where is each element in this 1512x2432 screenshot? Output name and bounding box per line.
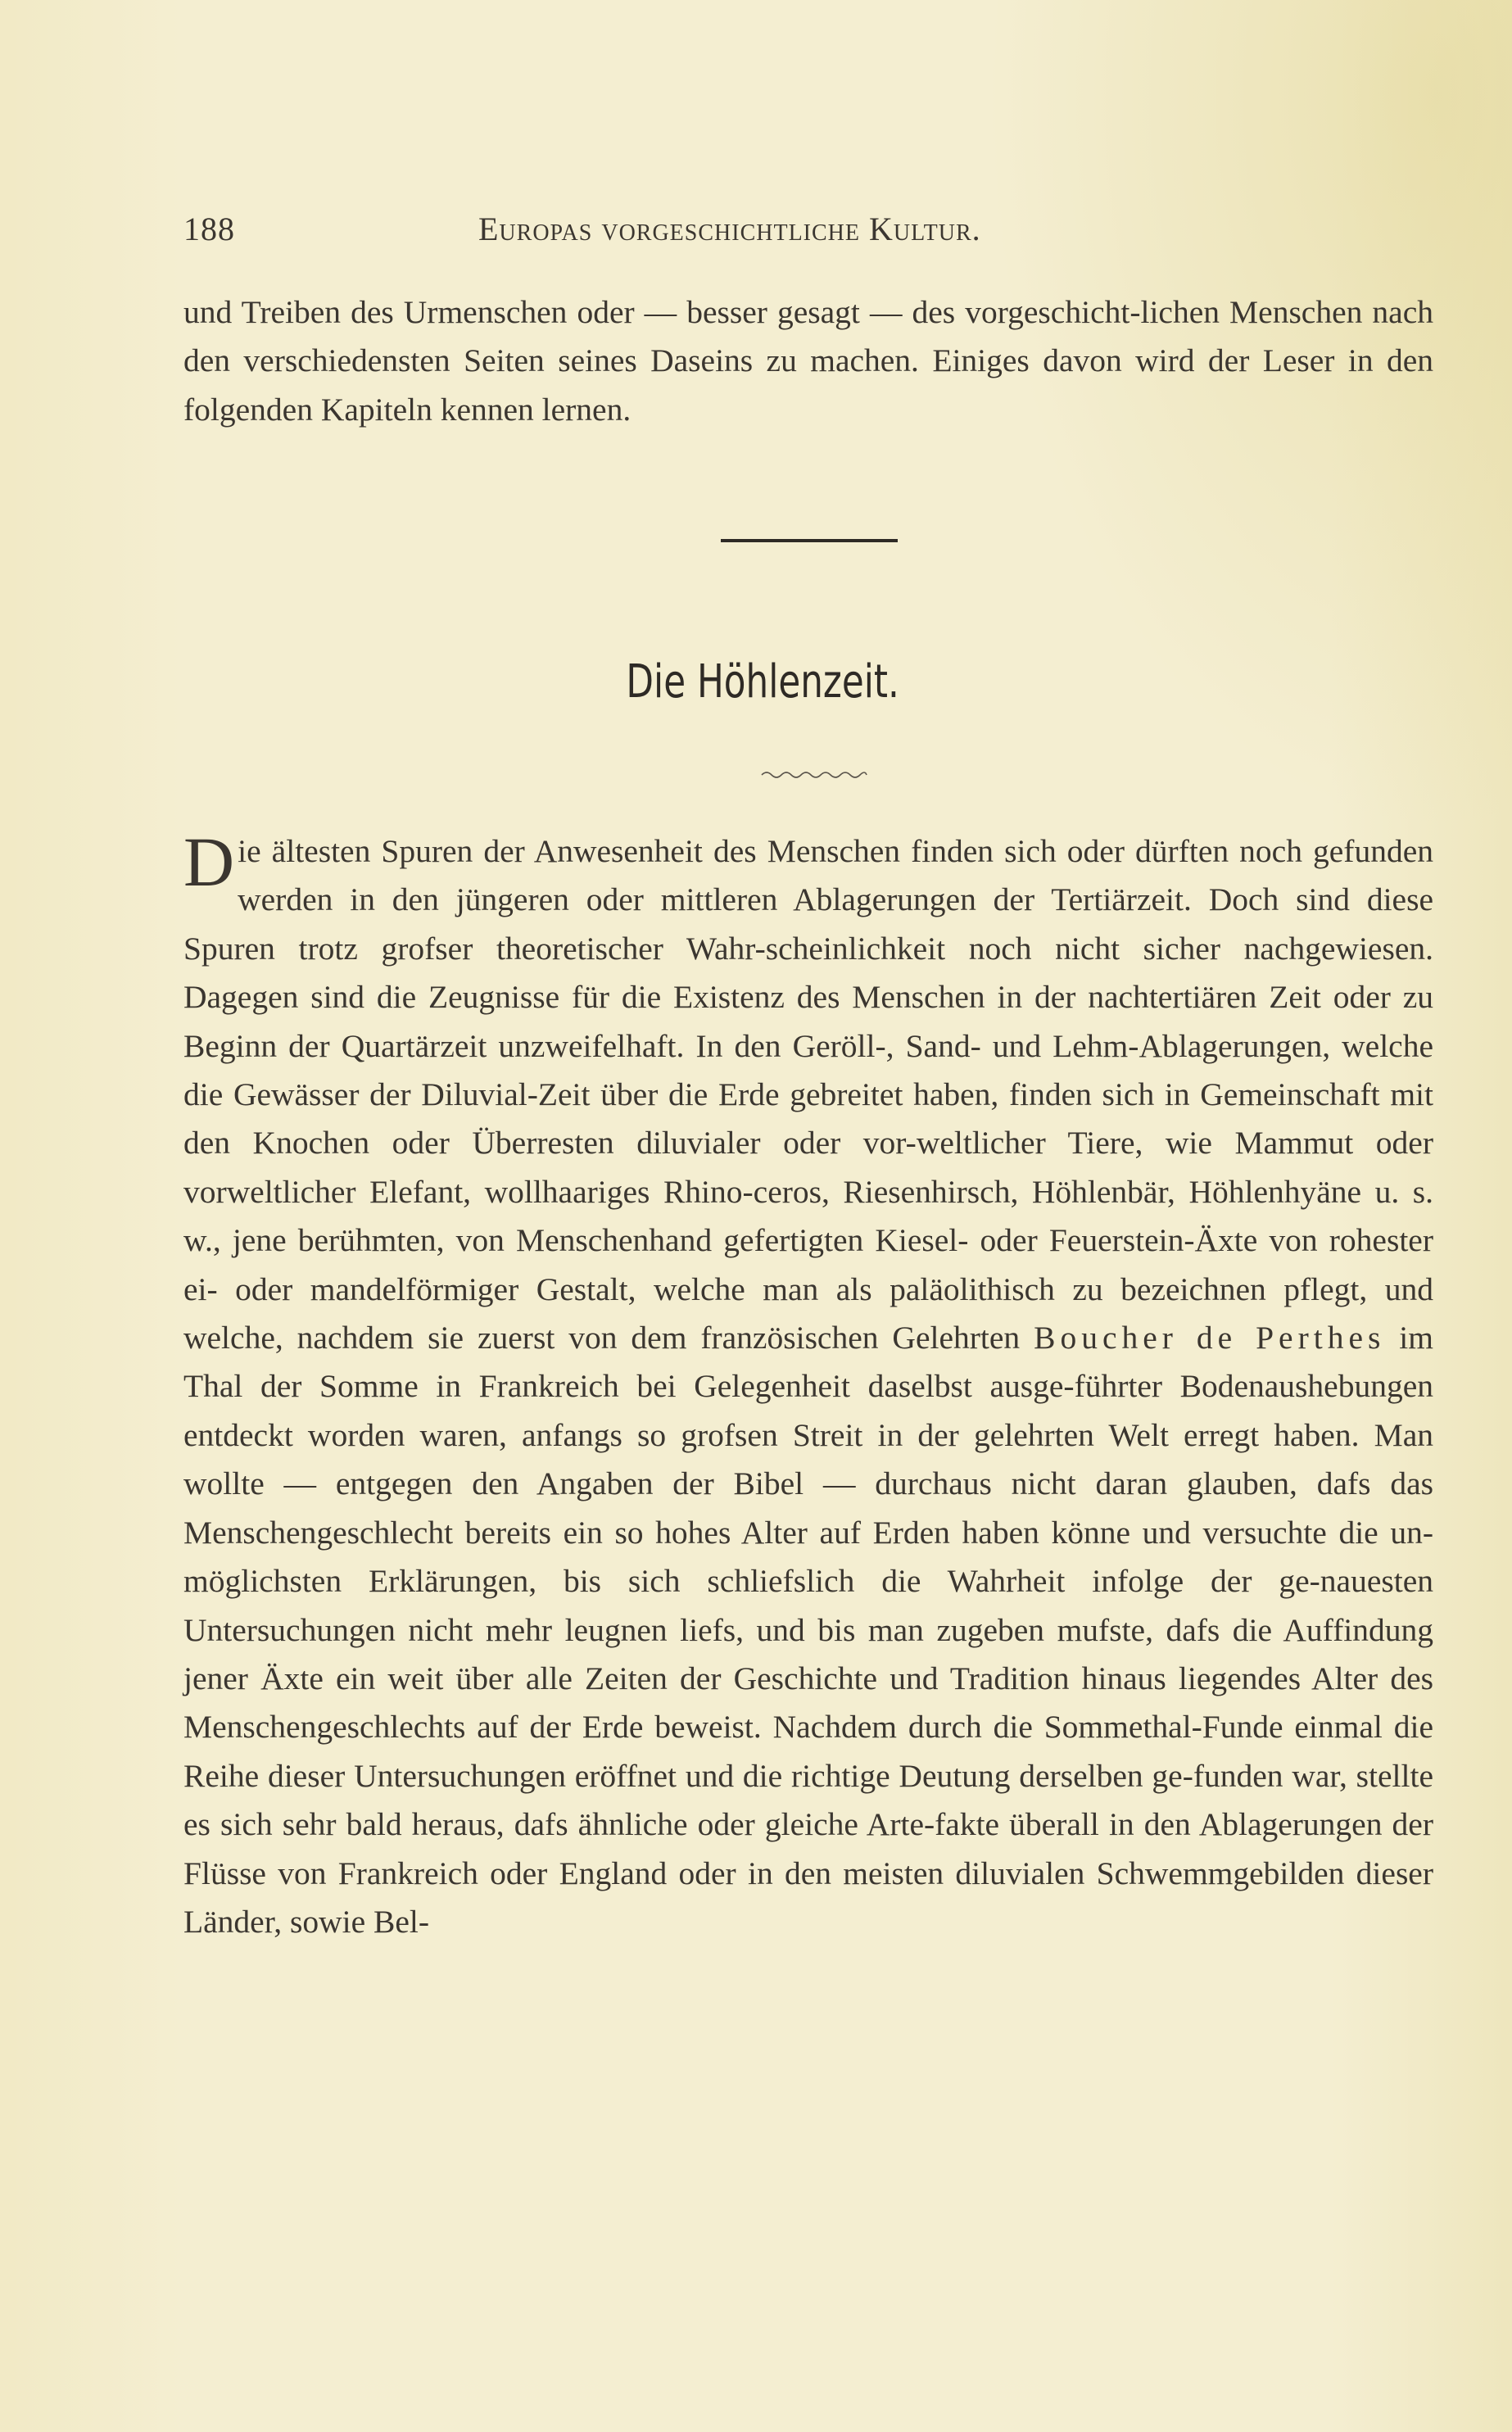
running-header (183, 210, 1433, 259)
main-paragraph (183, 822, 1433, 1946)
drop-cap: D (183, 822, 235, 901)
running-title: Europas vorgeschichtliche Kultur. (478, 211, 981, 247)
wave-ornament-icon (760, 768, 868, 781)
intro-paragraph: und Treiben des Urmenschen oder — besser gesagt — des vorgeschicht-lichen Menschen nach den verschiedensten Seiten seines Daseins zu machen. Einiges davon wird der Leser in den folgenden Kapiteln kennen lernen. (183, 294, 1433, 428)
section-divider-rule (721, 539, 898, 542)
author-name-spaced: Boucher de Perthes (1034, 1320, 1386, 1356)
main-text-part-1: ie ältesten Spuren der Anwesenheit des Menschen finden sich oder dürften noch gefunden werden in den jüngeren oder mittleren Ablagerungen der Tertiärzeit. Doch sind diese Spuren trotz grofser theoretischer Wahr-scheinlichkeit noch nicht sicher nachgewiesen. Dagegen sind die Zeugnisse für die Existenz des Menschen in der nachtertiären Zeit oder zu Beginn der Quartärzeit unzweifelhaft. In den Geröll-, Sand- und Lehm-Ablagerungen, welche die Gewässer der Diluvial-Zeit über die Erde gebreitet haben, finden sich in Gemeinschaft mit den Knochen oder Überresten diluvialer oder vor-weltlicher Tiere, wie Mammut oder vorweltlicher Elefant, wollhaariges Rhino-ceros, Riesenhirsch, Höhlenbär, Höhlenhyäne u. s. w., jene berühmten, von Menschenhand gefertigten Kiesel- oder Feuerstein-Äxte von rohester ei- oder mandelförmiger Gestalt, welche man als paläolithisch zu bezeichnen pflegt, und welche, nachdem sie zuerst von dem französischen Gelehrten (183, 833, 1433, 1356)
page-number: 188 (183, 211, 235, 247)
section-heading: Die Höhlenzeit. (626, 655, 899, 709)
main-text-part-2: im Thal der Somme in Frankreich bei Gelegenheit daselbst ausge-führter Bodenaushebungen entdeckt worden waren, anfangs so grofsen Streit in der gelehrten Welt erregt haben. Man wollte — entgegen den Angaben der Bibel — durchaus nicht daran glauben, dafs das Menschengeschlecht bereits ein so hohes Alter auf Erden haben könne und versuchte die un-möglichsten Erklärungen, bis sich schliefslich die Wahrheit infolge der ge-nauesten Untersuchungen nicht mehr leugnen liefs, und bis man zugeben mufste, dafs die Auffindung jener Äxte ein weit über alle Zeiten der Geschichte und Tradition hinaus liegendes Alter des Menschengeschlechts auf der Erde beweist. Nachdem durch die Sommethal-Funde einmal die Reihe dieser Untersuchungen eröffnet und die richtige Deutung derselben ge-funden war, stellte es sich sehr bald heraus, dafs ähnliche oder gleiche Arte-fakte überall in den Ablagerungen der Flüsse von Frankreich oder England oder in den meisten diluvialen Schwemmgebilden dieser Länder, sowie Bel- (183, 1320, 1433, 1940)
